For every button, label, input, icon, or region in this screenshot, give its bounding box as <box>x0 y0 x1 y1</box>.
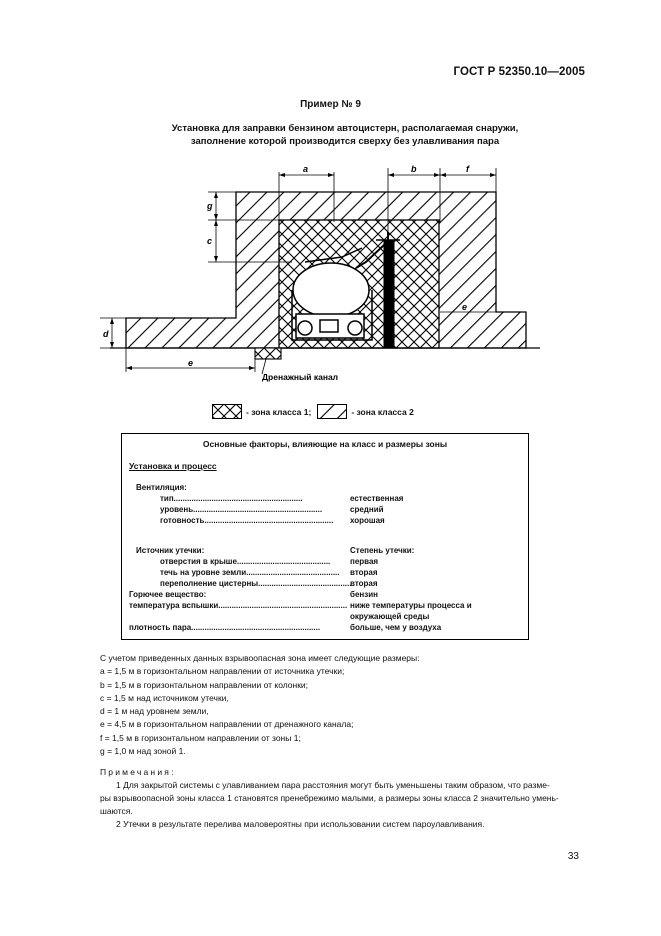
density-value: больше, чем у воздуха <box>350 623 442 632</box>
dimension-item: e = 4,5 м в горизонтальном направлении от дренажного канала; <box>100 719 354 730</box>
leak-row-roof: отверстия в крыше.......................................... <box>160 557 331 566</box>
legend <box>212 404 414 419</box>
vent-value-readiness: хорошая <box>350 516 385 525</box>
dim-e-bottom-label: e <box>188 358 194 368</box>
leak-value-overflow: вторая <box>350 579 378 588</box>
note-1-line-2: ры взрывоопасной зоны класса 1 становятся пренебрежимо малыми, а размеры зоны класса 2 значительно умень- <box>100 793 559 803</box>
document-header: ГОСТ Р 52350.10—2005 <box>453 66 585 78</box>
dimensions-intro: С учетом приведенных данных взрывоопасная зона имеет следующие размеры: <box>100 653 420 663</box>
leak-row-ground: течь на уровне земли.......................................... <box>160 568 340 577</box>
dim-g-label: g <box>207 201 213 211</box>
dimension-item: c = 1,5 м над источником утечки, <box>100 692 229 703</box>
leak-value-ground: вторая <box>350 568 378 577</box>
dim-d-label: d <box>103 329 109 339</box>
substance-value: бензин <box>350 590 378 599</box>
drain-channel <box>255 348 281 359</box>
dim-c-label: c <box>207 236 213 246</box>
caption-line-1: Установка для заправки бензином автоцистерн, располагаемая снаружи, <box>171 123 519 134</box>
dim-a-label: a <box>303 164 309 174</box>
dimension-item: f = 1,5 м в горизонтальном направлении от зоны 1; <box>100 732 301 743</box>
example-title: Пример № 9 <box>300 99 361 110</box>
dimension-item: d = 1 м над уровнем земли, <box>100 706 209 717</box>
page-number: 33 <box>567 851 579 862</box>
density-row: плотность пара.......................................................... <box>129 623 321 632</box>
note-1-line-1: 1 Для закрытой системы с улавливанием пара расстояния могут быть уменьшены таким образом, что разме- <box>116 780 550 790</box>
legend-zone-1-swatch <box>212 404 242 419</box>
dimension-item: b = 1,5 м в горизонтальном направлении от колонки; <box>100 679 309 690</box>
ventilation-label: Вентиляция: <box>136 483 187 492</box>
flash-row: температура вспышки.......................................................... <box>129 601 348 610</box>
notes-heading: Примечания: <box>100 767 176 777</box>
dim-e-right-label: e <box>462 302 468 312</box>
flash-value-1: ниже температуры процесса и <box>350 601 472 610</box>
dim-b-label: b <box>411 164 417 174</box>
notes <box>100 766 590 831</box>
leak-row-overflow: переполнение цистерны.......................................... <box>160 579 352 588</box>
leak-source-label: Источник утечки: <box>136 546 205 555</box>
note-2: 2 Утечки в результате перелива маловероятны при использовании систем пароулавливания. <box>116 819 485 829</box>
substance-label: Горючее вещество: <box>129 590 207 599</box>
legend-zone-2-swatch <box>317 404 347 419</box>
dimension-item: g = 1,0 м над зоной 1. <box>100 746 186 757</box>
flash-value-2: окружающей среды <box>350 612 430 621</box>
drain-label: Дренажный канал <box>262 372 339 382</box>
factors-box <box>121 433 529 640</box>
leak-value-roof: первая <box>350 557 379 566</box>
dim-f-label: f <box>466 164 469 174</box>
vent-value-level: средний <box>350 505 384 514</box>
vent-row-level: уровень.......................................................... <box>160 505 323 514</box>
vent-value-type: естественная <box>350 494 404 503</box>
vent-row-type: тип.......................................................... <box>160 494 303 503</box>
factors-title: Основные факторы, влияющие на класс и размеры зоны <box>202 439 448 449</box>
vent-row-readiness: готовность.......................................................... <box>160 516 334 525</box>
note-1-line-3: шаются. <box>100 806 133 816</box>
legend-zone-1-label: - зона класса 1; <box>246 406 312 417</box>
legend-zone-2-label: - зона класса 2 <box>351 406 414 417</box>
dimensions-text <box>100 652 590 758</box>
caption-line-2: заполнение которой производится сверху без улавливания пара <box>190 136 500 147</box>
factors-section: Установка и процесс <box>129 461 217 471</box>
dimension-item: a = 1,5 м в горизонтальном направлении от источника утечки; <box>100 666 345 677</box>
leak-degree-label: Степень утечки: <box>350 546 415 555</box>
hazard-zone-diagram <box>0 0 661 400</box>
